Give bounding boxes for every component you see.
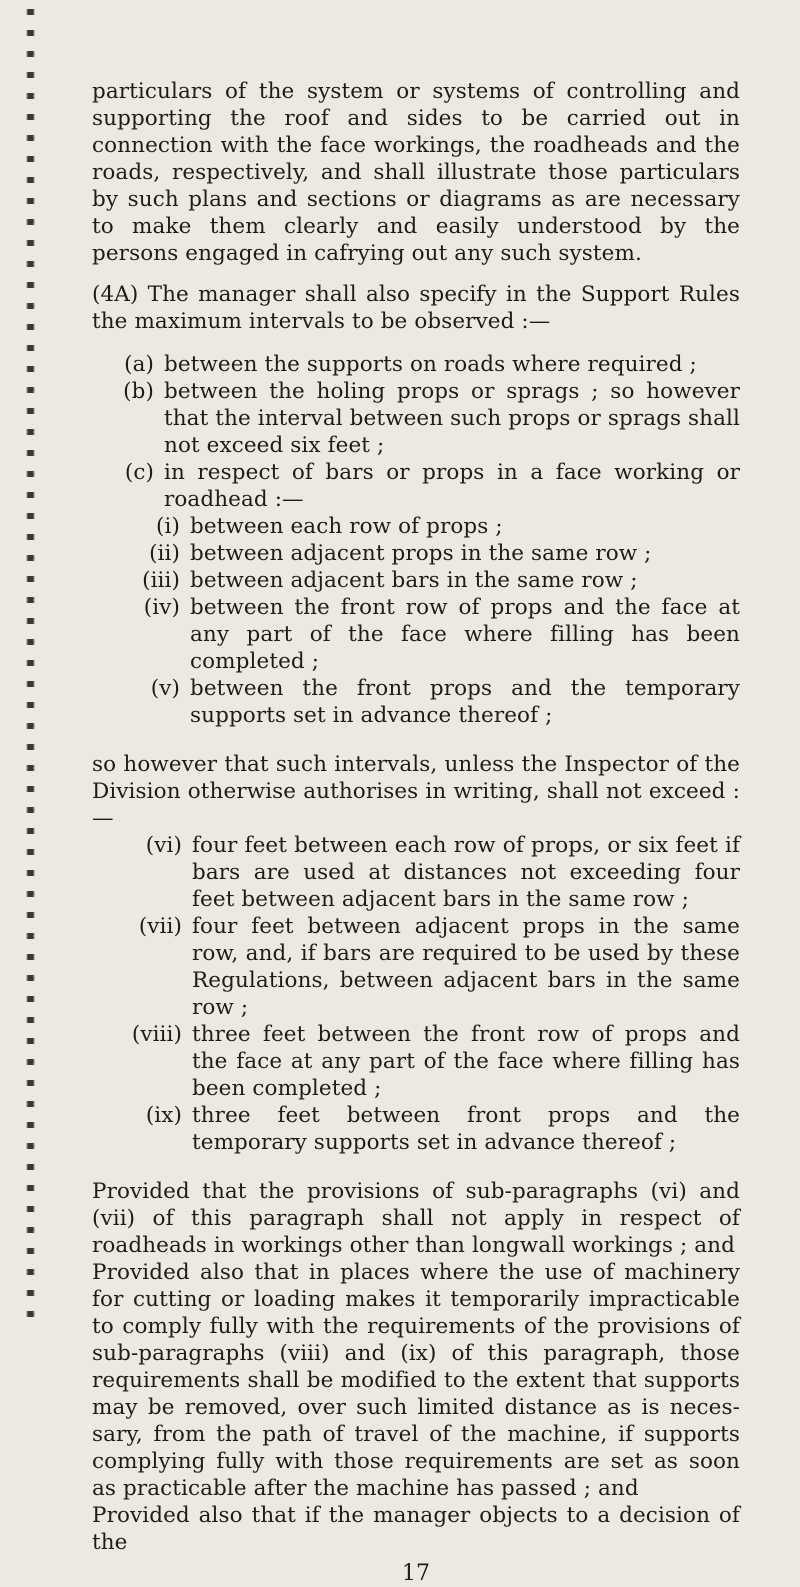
item-text: in respect of bars or props in a face working or roadhead :— <box>164 460 740 512</box>
page-number: 17 <box>401 1561 431 1586</box>
item-iii <box>92 567 740 594</box>
item-text: between the supports on roads where required ; <box>164 352 697 377</box>
document-page <box>92 78 740 1587</box>
item-text: between the front props and the temporary supports set in advance thereof ; <box>190 676 740 728</box>
item-ii <box>92 540 740 567</box>
item-label: (a) <box>124 352 154 377</box>
item-label: (ix) <box>145 1103 182 1128</box>
item-c <box>92 459 740 513</box>
item-v <box>92 675 740 729</box>
item-label: (b) <box>123 379 154 404</box>
item-label: (v) <box>150 676 180 701</box>
item-text: four feet between each row of props, or six feet if bars are used at distances not exceeding four feet between adjacent bars in the same row ; <box>192 833 740 912</box>
item-text: three feet between front props and the temporary supports set in advance thereof ; <box>192 1103 740 1155</box>
item-label: (iv) <box>143 595 180 620</box>
item-text: three feet between the front row of props and the face at any part of the face where filling has been completed ; <box>192 1022 740 1101</box>
item-viii <box>92 1021 740 1102</box>
item-text: four feet between adjacent props in the same row, and, if bars are required to be used by these Regulations, between adjacent bars in the same row ; <box>192 914 740 1020</box>
item-label: (viii) <box>131 1022 182 1047</box>
paragraph-4a: (4A) The manager shall also specify in the Support Rules the maximum intervals to be observed :— <box>92 282 740 334</box>
item-label: (ii) <box>149 541 180 566</box>
item-vi <box>92 832 740 913</box>
paragraph-proviso-2: Provided also that in places where the use of machinery for cutting or loading makes it temporarily impracticable to comply fully with the requirements of the provisions of sub-paragraphs (viii) and (ix) of this paragraph, those requirements shall be modified to the extent that supports may be removed, over such limited distance as is neces- sary, from the path of travel of the machine, if supports complying fully with those requirements are set as soon as practicable after the machine has passed ; and <box>92 1260 740 1501</box>
item-iv <box>92 594 740 675</box>
paragraph-system-particulars: particulars of the system or systems of controlling and supporting the roof and sides to be carried out in connection with the face workings, the roadheads and the roads, respectively, and shall illustrate those particulars by such plans and sections or diagrams as are necessary to make them clearly and easily understood by the persons engaged in cafrying out any such system. <box>92 79 740 266</box>
item-label: (vii) <box>138 914 182 939</box>
item-i <box>92 513 740 540</box>
paragraph-intervals: so however that such intervals, unless the Inspector of the Division otherwise authorises in writing, shall not exceed :— <box>92 752 740 831</box>
item-text: between adjacent bars in the same row ; <box>190 568 638 593</box>
paragraph-proviso-1: Provided that the provisions of sub-paragraphs (vi) and (vii) of this paragraph shall not apply in respect of roadheads in workings other than longwall workings ; and <box>92 1179 740 1258</box>
item-ix <box>92 1102 740 1156</box>
item-text: between each row of props ; <box>190 514 503 539</box>
binding-holes <box>0 0 36 1328</box>
item-label: (iii) <box>142 568 180 593</box>
item-a <box>92 351 740 378</box>
item-vii <box>92 913 740 1021</box>
item-text: between the holing props or sprags ; so however that the interval between such props or sprags shall not exceed six feet ; <box>164 379 740 458</box>
item-label: (vi) <box>145 833 182 858</box>
item-b <box>92 378 740 459</box>
item-text: between adjacent props in the same row ; <box>190 541 652 566</box>
item-text: between the front row of props and the face at any part of the face where filling has been completed ; <box>190 595 740 674</box>
paragraph-proviso-3: Provided also that if the manager objects to a decision of the <box>92 1503 740 1555</box>
item-label: (i) <box>156 514 180 539</box>
item-label: (c) <box>124 460 154 485</box>
